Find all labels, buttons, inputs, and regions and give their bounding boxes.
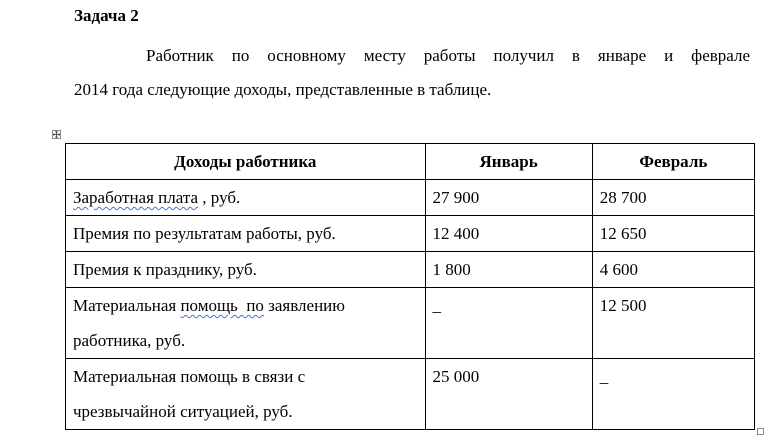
spellcheck-underlined-text: помощь по <box>180 296 264 315</box>
february-value-cell: 12 500 <box>592 288 754 359</box>
header-january: Январь <box>425 144 592 180</box>
january-value-cell: 1 800 <box>425 252 592 288</box>
income-type-cell <box>66 180 426 216</box>
january-value-cell: 27 900 <box>425 180 592 216</box>
income-type-cell <box>66 288 426 359</box>
income-type-text: , руб. <box>198 188 241 207</box>
table-row <box>66 252 755 288</box>
paragraph-line-1: Работник по основному месту работы получил в январе и феврале <box>146 46 750 65</box>
header-income: Доходы работника <box>66 144 426 180</box>
income-type-text-line2: чрезвычайной ситуацией, руб. <box>73 402 293 421</box>
table-row <box>66 216 755 252</box>
january-value-cell: 12 400 <box>425 216 592 252</box>
income-type-text: Премия по результатам работы, руб. <box>73 224 336 243</box>
table-row <box>66 288 755 359</box>
task-heading: Задача 2 <box>74 6 139 25</box>
income-type-text: заявлению <box>263 296 345 315</box>
table-move-handle-icon[interactable] <box>52 130 61 139</box>
february-value-cell: 4 600 <box>592 252 754 288</box>
income-type-cell <box>66 359 426 430</box>
january-value-cell: 25 000 <box>425 359 592 430</box>
table-row <box>66 359 755 430</box>
february-value-cell: _ <box>592 359 754 430</box>
table-row <box>66 180 755 216</box>
february-value-cell: 12 650 <box>592 216 754 252</box>
income-type-text: Материальная помощь в связи с <box>73 367 306 386</box>
income-type-cell <box>66 216 426 252</box>
paragraph-line-2: 2014 года следующие доходы, представленные в таблице. <box>74 80 492 99</box>
income-type-text: Материальная <box>73 296 181 315</box>
january-value-cell: _ <box>425 288 592 359</box>
income-type-text-line2: работника, руб. <box>73 331 186 350</box>
february-value-cell: 28 700 <box>592 180 754 216</box>
table-resize-handle-icon[interactable] <box>757 428 764 435</box>
income-type-cell <box>66 252 426 288</box>
table-header-row <box>66 144 755 180</box>
task-paragraph <box>74 39 750 107</box>
spellcheck-underlined-text: Заработная плата <box>73 188 199 207</box>
income-type-text: Премия к празднику, руб. <box>73 260 257 279</box>
header-february: Февраль <box>592 144 754 180</box>
income-table <box>65 143 755 430</box>
